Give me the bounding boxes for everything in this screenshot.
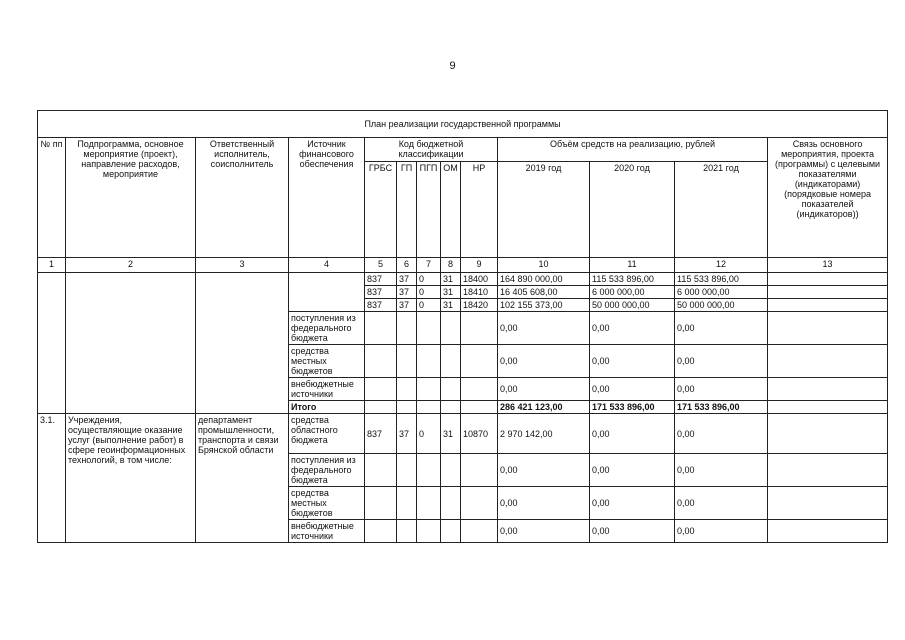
table-title: План реализации государственной программы xyxy=(38,111,888,138)
col-number: 4 xyxy=(289,258,365,273)
responsible-executor: департамент промышленности, транспорта и связи Брянской области xyxy=(196,414,289,543)
header-num: № пп xyxy=(38,138,66,258)
cell-om: 31 xyxy=(441,273,461,286)
row-number: 3.1. xyxy=(38,414,66,543)
col-number: 3 xyxy=(196,258,289,273)
cell-grbs: 837 xyxy=(365,273,397,286)
col-number: 6 xyxy=(397,258,417,273)
cell-gp: 37 xyxy=(397,286,417,299)
header-source: Источник финансового обеспечения xyxy=(289,138,365,258)
cell-2020: 0,00 xyxy=(590,454,675,487)
cell-grbs: 837 xyxy=(365,414,397,454)
cell-2020: 0,00 xyxy=(590,487,675,520)
col-number: 10 xyxy=(498,258,590,273)
cell-2019: 2 970 142,00 xyxy=(498,414,590,454)
cell-om: 31 xyxy=(441,286,461,299)
cell-2021: 0,00 xyxy=(675,487,768,520)
cell-2021: 0,00 xyxy=(675,520,768,543)
header-responsible: Ответственный исполнитель, соисполнитель xyxy=(196,138,289,258)
col-number: 13 xyxy=(768,258,888,273)
header-volume: Объём средств на реализацию, рублей xyxy=(498,138,768,162)
header-budget-code: Код бюджетной классификации xyxy=(365,138,498,162)
col-number: 9 xyxy=(461,258,498,273)
cell-source: поступления из федерального бюджета xyxy=(289,312,365,345)
cell-2021: 115 533 896,00 xyxy=(675,273,768,286)
cell-np: 18420 xyxy=(461,299,498,312)
col-number: 5 xyxy=(365,258,397,273)
cell-pgp: 0 xyxy=(417,273,441,286)
header-np: НР xyxy=(461,162,498,258)
header-2019: 2019 год xyxy=(498,162,590,258)
cell-2019: 0,00 xyxy=(498,345,590,378)
cell-source: средства областного бюджета xyxy=(289,414,365,454)
cell-2020: 0,00 xyxy=(590,414,675,454)
col-number: 1 xyxy=(38,258,66,273)
cell-pgp: 0 xyxy=(417,299,441,312)
cell-gp: 37 xyxy=(397,414,417,454)
col-number: 7 xyxy=(417,258,441,273)
cell-om: 31 xyxy=(441,414,461,454)
cell-2019: 0,00 xyxy=(498,454,590,487)
table-row xyxy=(38,273,888,286)
cell-2021: 0,00 xyxy=(675,454,768,487)
cell-gp: 37 xyxy=(397,273,417,286)
cell-source: поступления из федерального бюджета xyxy=(289,454,365,487)
column-numbers-row xyxy=(38,258,888,273)
total-2020: 171 533 896,00 xyxy=(590,401,675,414)
header-2020: 2020 год xyxy=(590,162,675,258)
total-label: Итого xyxy=(289,401,365,414)
total-2019: 286 421 123,00 xyxy=(498,401,590,414)
cell-pgp: 0 xyxy=(417,286,441,299)
subprogram-name: Учреждения, осуществляющие оказание услуг (выполнение работ) в сфере геоинформационных технологий, в том числе: xyxy=(66,414,196,543)
table-row xyxy=(38,414,888,454)
col-number: 12 xyxy=(675,258,768,273)
cell-2019: 164 890 000,00 xyxy=(498,273,590,286)
cell-grbs: 837 xyxy=(365,299,397,312)
cell-om: 31 xyxy=(441,299,461,312)
cell-2019: 102 155 373,00 xyxy=(498,299,590,312)
cell-2020: 0,00 xyxy=(590,520,675,543)
cell-2020: 0,00 xyxy=(590,345,675,378)
header-gp: ГП xyxy=(397,162,417,258)
cell-source: средства местных бюджетов xyxy=(289,345,365,378)
cell-grbs: 837 xyxy=(365,286,397,299)
cell-gp: 37 xyxy=(397,299,417,312)
cell-2020: 0,00 xyxy=(590,312,675,345)
cell-2020: 0,00 xyxy=(590,378,675,401)
cell-2019: 16 405 608,00 xyxy=(498,286,590,299)
cell-np: 10870 xyxy=(461,414,498,454)
implementation-plan-table xyxy=(37,110,888,543)
cell-np: 18410 xyxy=(461,286,498,299)
cell-2019: 0,00 xyxy=(498,378,590,401)
header-2021: 2021 год xyxy=(675,162,768,258)
cell-source: средства местных бюджетов xyxy=(289,487,365,520)
cell-2021: 50 000 000,00 xyxy=(675,299,768,312)
cell-2020: 50 000 000,00 xyxy=(590,299,675,312)
cell-2021: 0,00 xyxy=(675,378,768,401)
header-pgp: ПГП xyxy=(417,162,441,258)
cell-2019: 0,00 xyxy=(498,312,590,345)
header-om: ОМ xyxy=(441,162,461,258)
cell-2020: 115 533 896,00 xyxy=(590,273,675,286)
header-grbs: ГРБС xyxy=(365,162,397,258)
header-link: Связь основного мероприятия, проекта (программы) с целевыми показателями (индикаторами) (порядковые номера показателей (индикаторов)) xyxy=(768,138,888,258)
total-2021: 171 533 896,00 xyxy=(675,401,768,414)
cell-2021: 6 000 000,00 xyxy=(675,286,768,299)
page-number: 9 xyxy=(449,60,456,72)
cell-2021: 0,00 xyxy=(675,345,768,378)
col-number: 2 xyxy=(66,258,196,273)
cell-np: 18400 xyxy=(461,273,498,286)
cell-source: внебюджетные источники xyxy=(289,378,365,401)
cell-source: внебюджетные источники xyxy=(289,520,365,543)
cell-2019: 0,00 xyxy=(498,487,590,520)
cell-2020: 6 000 000,00 xyxy=(590,286,675,299)
cell-pgp: 0 xyxy=(417,414,441,454)
cell-2021: 0,00 xyxy=(675,312,768,345)
col-number: 11 xyxy=(590,258,675,273)
header-subprogram: Подпрограмма, основное мероприятие (проект), направление расходов, мероприятие xyxy=(66,138,196,258)
cell-2019: 0,00 xyxy=(498,520,590,543)
cell-2021: 0,00 xyxy=(675,414,768,454)
col-number: 8 xyxy=(441,258,461,273)
